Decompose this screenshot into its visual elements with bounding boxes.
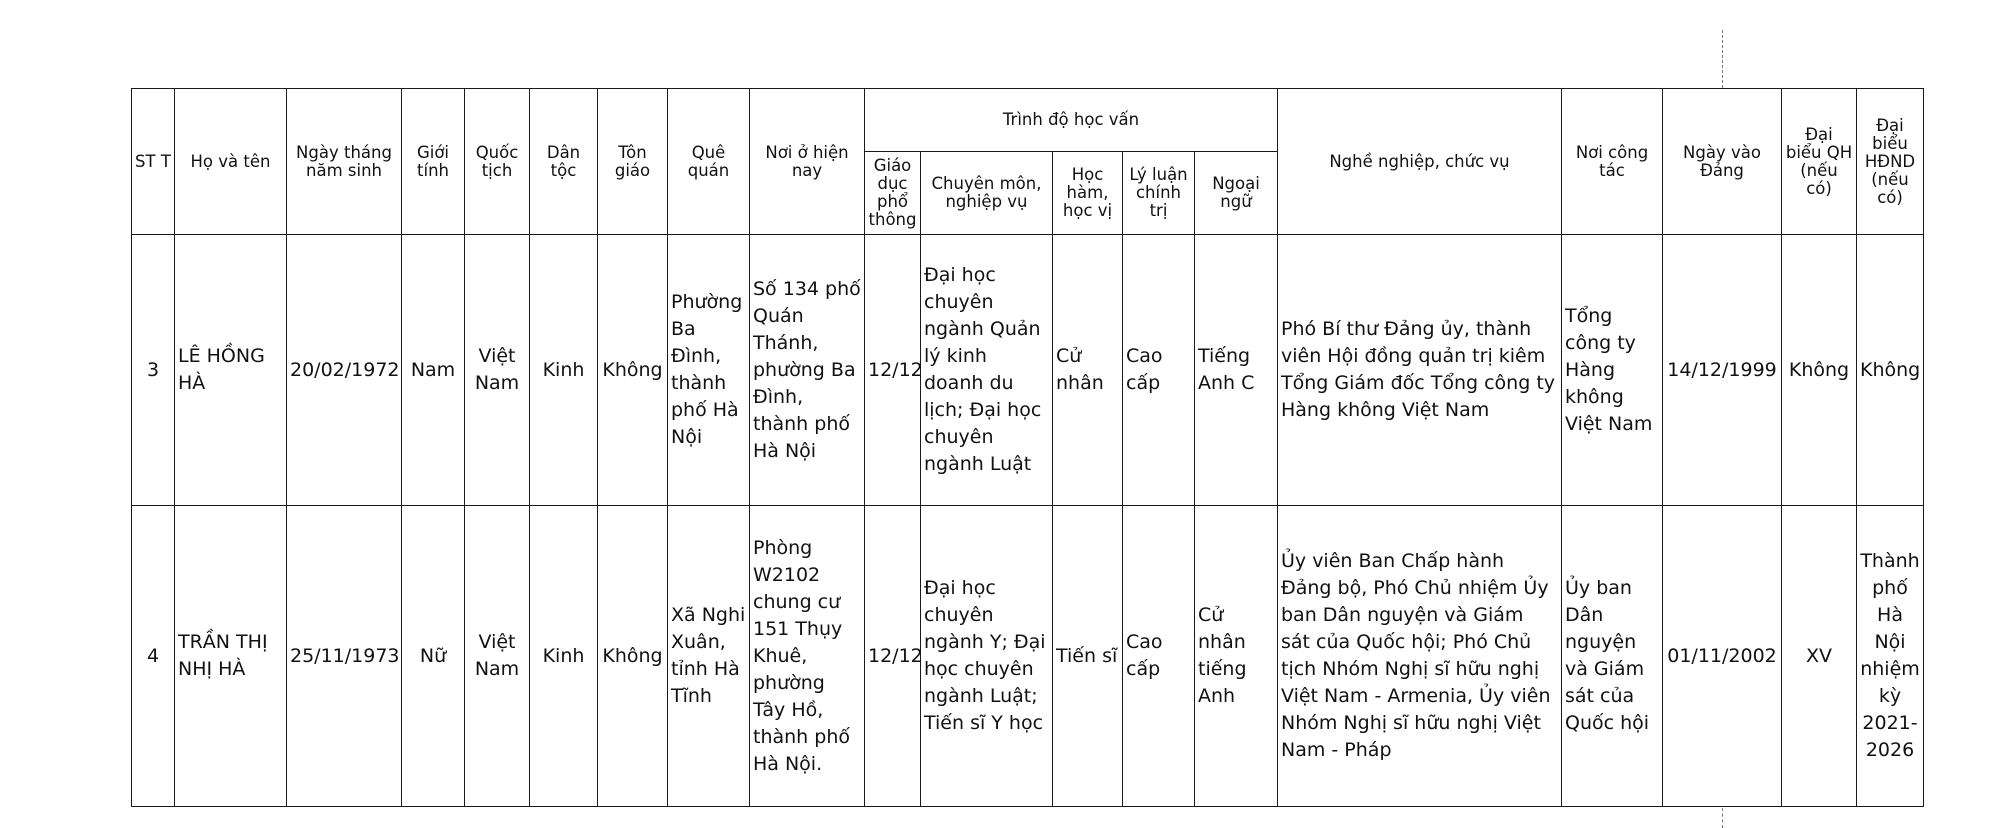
cell-ethnicity: Kinh xyxy=(530,506,598,807)
cell-na-delegate: Không xyxy=(1782,235,1857,506)
cell-hometown: Xã Nghi Xuân, tỉnh Hà Tĩnh xyxy=(668,506,750,807)
header-stt: ST T xyxy=(132,89,175,235)
cell-residence: Phòng W2102 chung cư 151 Thụy Khuê, phường Tây Hồ, thành phố Hà Nội. xyxy=(750,506,865,807)
header-gender: Giới tính xyxy=(402,89,465,235)
header-religion: Tôn giáo xyxy=(598,89,668,235)
cell-party-join-date: 01/11/2002 xyxy=(1663,506,1782,807)
header-academic-title: Học hàm, học vị xyxy=(1053,152,1123,235)
cell-academic-title: Cử nhân xyxy=(1053,235,1123,506)
cell-nationality: Việt Nam xyxy=(465,235,530,506)
header-specialty: Chuyên môn, nghiệp vụ xyxy=(921,152,1053,235)
cell-religion: Không xyxy=(598,235,668,506)
header-row xyxy=(132,89,1924,152)
header-political-theory: Lý luận chính trị xyxy=(1123,152,1195,235)
header-education-group: Trình độ học vấn xyxy=(865,89,1278,152)
header-occupation: Nghề nghiệp, chức vụ xyxy=(1278,89,1562,235)
header-residence: Nơi ở hiện nay xyxy=(750,89,865,235)
cell-foreign-language: Cử nhân tiếng Anh xyxy=(1195,506,1278,807)
cell-gender: Nữ xyxy=(402,506,465,807)
cell-specialty: Đại học chuyên ngành Quản lý kinh doanh du lịch; Đại học chuyên ngành Luật xyxy=(921,235,1053,506)
cell-occupation: Ủy viên Ban Chấp hành Đảng bộ, Phó Chủ nhiệm Ủy ban Dân nguyện và Giám sát của Quốc hội; Phó Chủ tịch Nhóm Nghị sĩ hữu nghị Việt Nam - Armenia, Ủy viên Nhóm Nghị sĩ hữu nghị Việt Nam - Pháp xyxy=(1278,506,1562,807)
cell-name: LÊ HỒNG HÀ xyxy=(175,235,287,506)
scan-guide-line-top xyxy=(1722,30,1723,88)
header-name: Họ và tên xyxy=(175,89,287,235)
cell-pc-delegate: Không xyxy=(1857,235,1924,506)
cell-occupation: Phó Bí thư Đảng ủy, thành viên Hội đồng quản trị kiêm Tổng Giám đốc Tổng công ty Hàng không Việt Nam xyxy=(1278,235,1562,506)
cell-ethnicity: Kinh xyxy=(530,235,598,506)
cell-hometown: Phường Ba Đình, thành phố Hà Nội xyxy=(668,235,750,506)
header-party-join-date: Ngày vào Đảng xyxy=(1663,89,1782,235)
header-hometown: Quê quán xyxy=(668,89,750,235)
cell-foreign-language: Tiếng Anh C xyxy=(1195,235,1278,506)
table-row xyxy=(132,506,1924,807)
header-pc-delegate: Đại biểu HĐND (nếu có) xyxy=(1857,89,1924,235)
cell-religion: Không xyxy=(598,506,668,807)
header-workplace: Nơi công tác xyxy=(1562,89,1663,235)
header-foreign-language: Ngoại ngữ xyxy=(1195,152,1278,235)
cell-workplace: Ủy ban Dân nguyện và Giám sát của Quốc hội xyxy=(1562,506,1663,807)
cell-party-join-date: 14/12/1999 xyxy=(1663,235,1782,506)
header-nationality: Quốc tịch xyxy=(465,89,530,235)
cell-general-edu: 12/12 xyxy=(865,506,921,807)
cell-political-theory: Cao cấp xyxy=(1123,235,1195,506)
cell-general-edu: 12/12 xyxy=(865,235,921,506)
cell-specialty: Đại học chuyên ngành Y; Đại học chuyên ngành Luật; Tiến sĩ Y học xyxy=(921,506,1053,807)
cell-gender: Nam xyxy=(402,235,465,506)
cell-residence: Số 134 phố Quán Thánh, phường Ba Đình, thành phố Hà Nội xyxy=(750,235,865,506)
table-row xyxy=(132,235,1924,506)
header-general-edu: Giáo dục phổ thông xyxy=(865,152,921,235)
cell-na-delegate: XV xyxy=(1782,506,1857,807)
candidate-table xyxy=(131,88,1924,807)
cell-dob: 20/02/1972 xyxy=(287,235,402,506)
header-dob: Ngày tháng năm sinh xyxy=(287,89,402,235)
cell-nationality: Việt Nam xyxy=(465,506,530,807)
scan-guide-line-bottom xyxy=(1722,808,1723,828)
header-ethnicity: Dân tộc xyxy=(530,89,598,235)
cell-dob: 25/11/1973 xyxy=(287,506,402,807)
cell-stt: 4 xyxy=(132,506,175,807)
cell-pc-delegate: Thành phố Hà Nội nhiệm kỳ 2021-2026 xyxy=(1857,506,1924,807)
cell-workplace: Tổng công ty Hàng không Việt Nam xyxy=(1562,235,1663,506)
cell-academic-title: Tiến sĩ xyxy=(1053,506,1123,807)
cell-stt: 3 xyxy=(132,235,175,506)
cell-name: TRẦN THỊ NHỊ HÀ xyxy=(175,506,287,807)
header-na-delegate: Đại biểu QH (nếu có) xyxy=(1782,89,1857,235)
cell-political-theory: Cao cấp xyxy=(1123,506,1195,807)
